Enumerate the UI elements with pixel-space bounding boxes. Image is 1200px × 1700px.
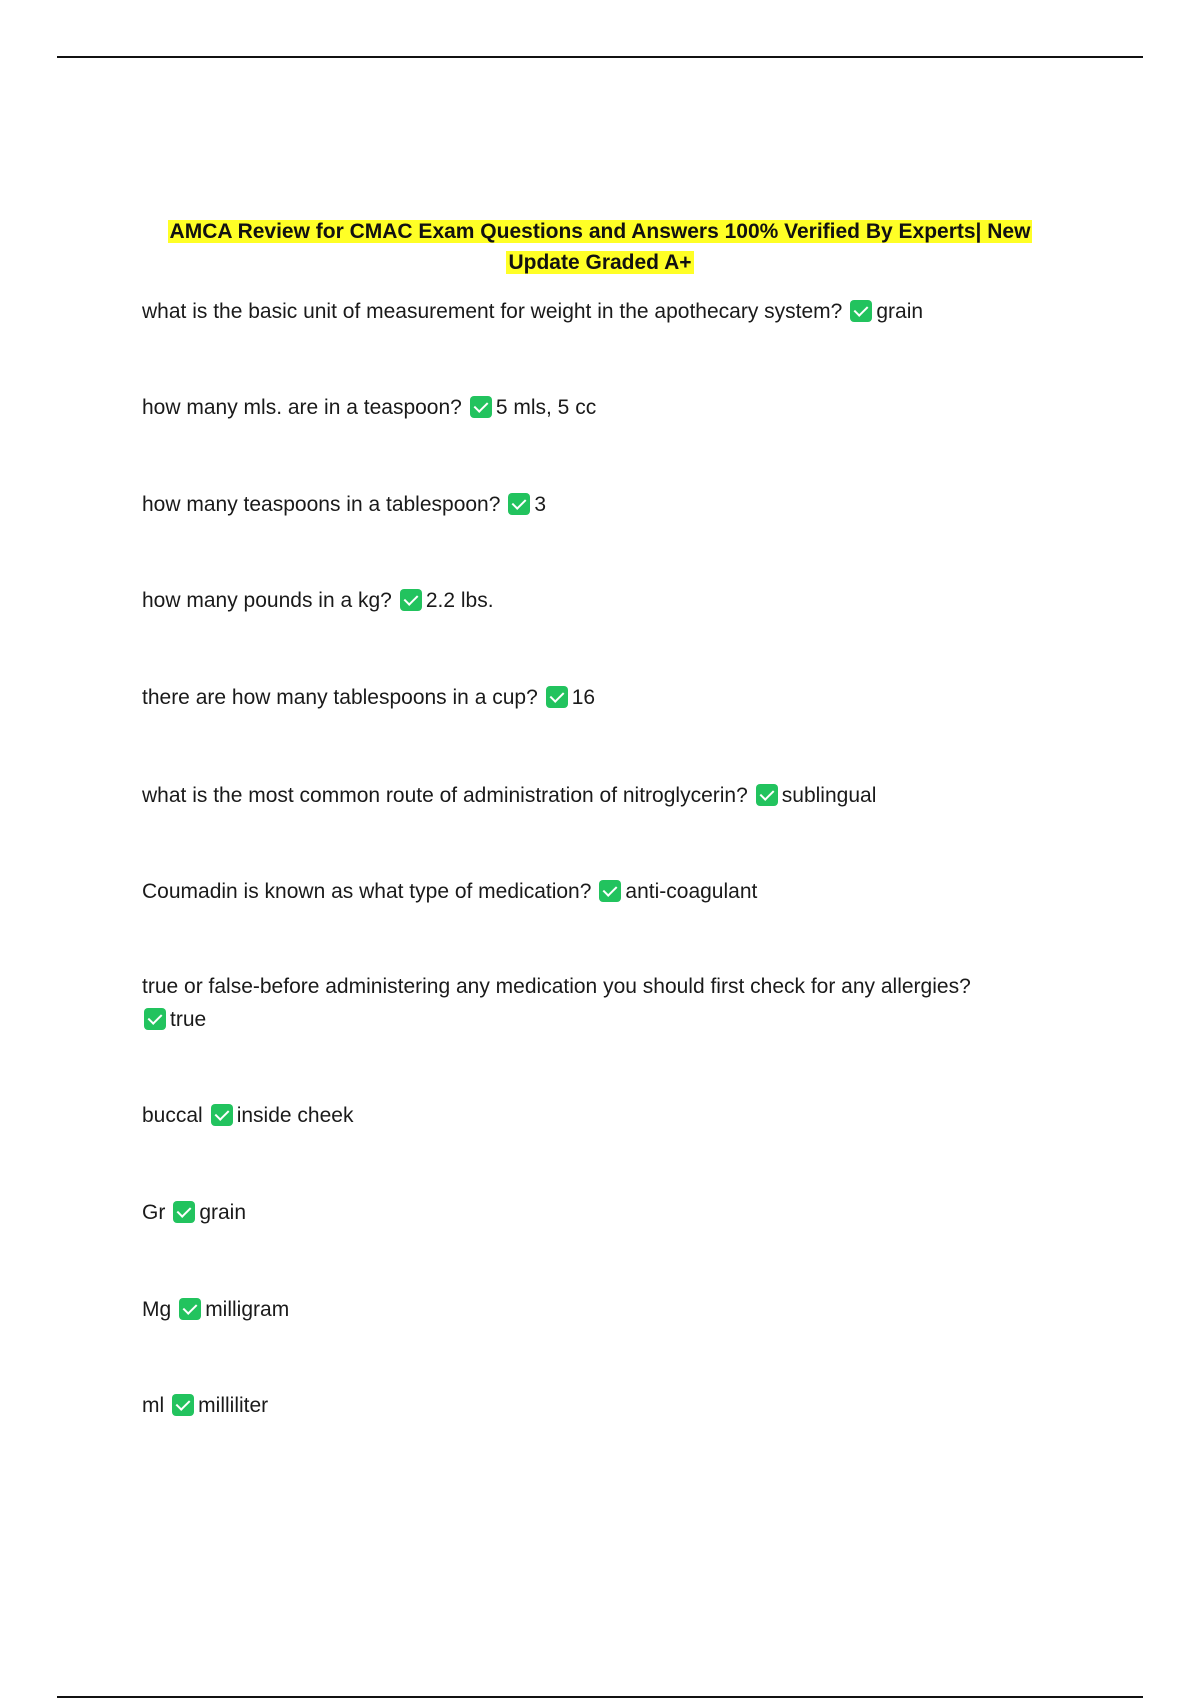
qa-item bbox=[142, 1196, 1042, 1229]
green-checkmark-icon bbox=[470, 396, 492, 418]
qa-item bbox=[142, 970, 1042, 1036]
question-text: Gr bbox=[142, 1201, 166, 1224]
question-text: Coumadin is known as what type of medication? bbox=[142, 880, 592, 903]
green-checkmark-icon bbox=[599, 880, 621, 902]
answer-text: 3 bbox=[534, 493, 547, 516]
question-text: buccal bbox=[142, 1104, 203, 1127]
qa-item bbox=[142, 779, 1042, 812]
qa-item bbox=[142, 488, 1042, 521]
document-title-line-2: Update Graded A+ bbox=[508, 251, 692, 274]
qa-item bbox=[142, 875, 1042, 908]
qa-item bbox=[142, 584, 1042, 617]
answer-text: 5 mls, 5 cc bbox=[495, 396, 597, 419]
green-checkmark-icon bbox=[179, 1298, 201, 1320]
question-text: Mg bbox=[142, 1298, 172, 1321]
qa-item bbox=[142, 1099, 1042, 1132]
green-checkmark-icon bbox=[211, 1104, 233, 1126]
green-checkmark-icon bbox=[756, 784, 778, 806]
green-checkmark-icon bbox=[400, 589, 422, 611]
green-checkmark-icon bbox=[546, 686, 568, 708]
document-title-line-1: AMCA Review for CMAC Exam Questions and Answers 100% Verified By Experts| New bbox=[169, 220, 1031, 243]
answer-text: 16 bbox=[571, 686, 596, 709]
green-checkmark-icon bbox=[850, 300, 872, 322]
header-rule bbox=[57, 56, 1143, 58]
answer-text: grain bbox=[876, 300, 924, 323]
question-text: what is the most common route of administration of nitroglycerin? bbox=[142, 784, 748, 807]
green-checkmark-icon bbox=[508, 493, 530, 515]
answer-text: milliliter bbox=[198, 1394, 269, 1417]
question-text: what is the basic unit of measurement for weight in the apothecary system? bbox=[142, 300, 843, 323]
answer-text: grain bbox=[199, 1201, 247, 1224]
question-text: how many mls. are in a teaspoon? bbox=[142, 396, 462, 419]
document-title bbox=[140, 216, 1060, 278]
green-checkmark-icon bbox=[144, 1008, 166, 1030]
question-text: how many teaspoons in a tablespoon? bbox=[142, 493, 501, 516]
qa-item bbox=[142, 1293, 1042, 1326]
answer-text: anti-coagulant bbox=[625, 880, 758, 903]
qa-item bbox=[142, 295, 1042, 328]
question-text: how many pounds in a kg? bbox=[142, 589, 392, 612]
question-text: true or false-before administering any medication you should first check for any allergies? bbox=[142, 975, 971, 998]
qa-item bbox=[142, 1389, 1042, 1422]
answer-text: sublingual bbox=[781, 784, 877, 807]
answer-text: milligram bbox=[205, 1298, 290, 1321]
answer-text: 2.2 lbs. bbox=[425, 589, 494, 612]
qa-item bbox=[142, 391, 1042, 424]
qa-item bbox=[142, 681, 1042, 714]
green-checkmark-icon bbox=[172, 1394, 194, 1416]
question-text: ml bbox=[142, 1394, 165, 1417]
green-checkmark-icon bbox=[173, 1201, 195, 1223]
question-text: there are how many tablespoons in a cup? bbox=[142, 686, 538, 709]
answer-text: true bbox=[170, 1008, 207, 1031]
answer-text: inside cheek bbox=[236, 1104, 354, 1127]
footer-rule bbox=[57, 1696, 1143, 1698]
